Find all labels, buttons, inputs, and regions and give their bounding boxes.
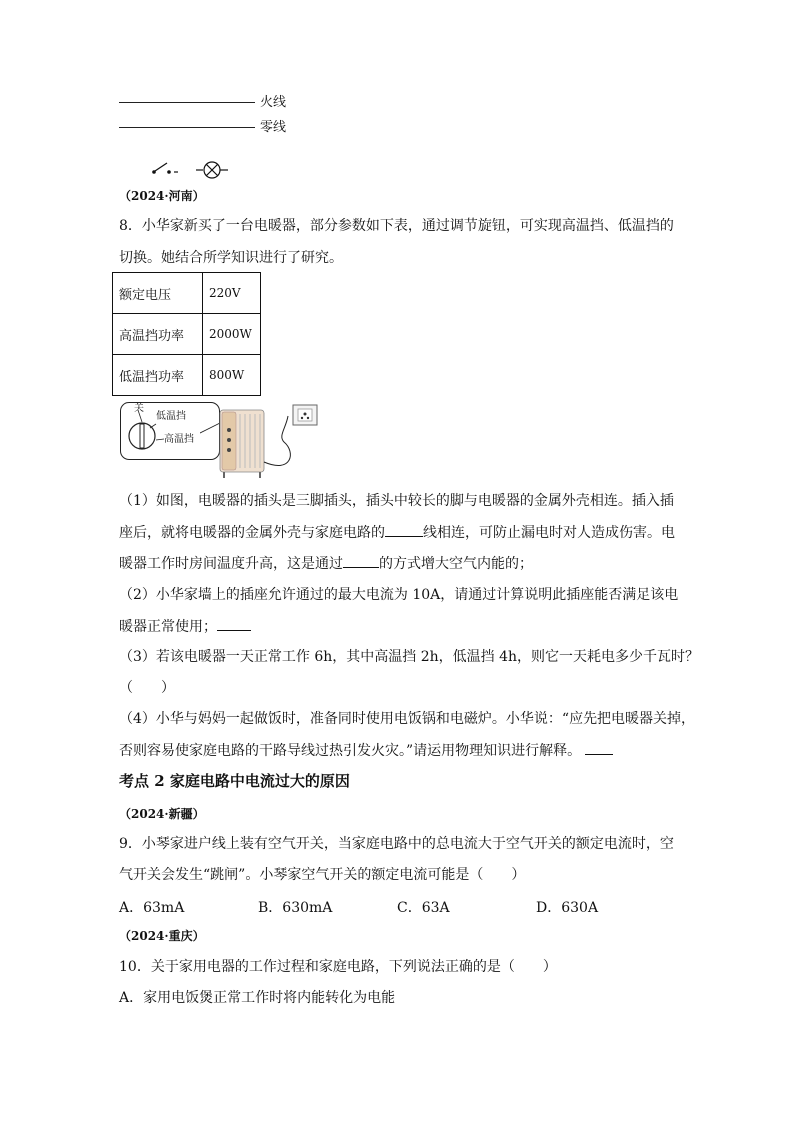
source-tag-henan: （2024·河南） — [119, 189, 205, 203]
live-wire — [119, 102, 255, 103]
q10-line1: 10．关于家用电器的工作过程和家庭电路，下列说法正确的是（ ） — [119, 959, 557, 975]
knob-off-label: 关 — [134, 403, 144, 414]
q8-p1-line3-post: 的方式增大空气内能的； — [379, 556, 533, 572]
q8-line2: 切换。她结合所学知识进行了研究。 — [119, 250, 343, 266]
neutral-wire-label: 零线 — [260, 120, 287, 135]
q10-option-a[interactable]: A．家用电饭煲正常工作时将内能转化为电能 — [119, 990, 396, 1006]
switch-icon — [152, 163, 178, 174]
q9-option-b[interactable]: B．630mA — [258, 900, 333, 916]
answer-blank[interactable] — [343, 553, 379, 568]
table-cell-key: 低温挡功率 — [113, 355, 203, 396]
q8-p2-line2-text: 暖器正常使用； — [119, 619, 217, 635]
heater-image — [200, 402, 300, 480]
source-tag-chongqing: （2024·重庆） — [119, 929, 205, 943]
q8-p4-line2 — [119, 740, 613, 761]
q8-p4-line2-text: 否则容易使家庭电路的干路导线过热引发火灾。”请运用物理知识进行解释。 — [119, 743, 582, 759]
lamp-icon — [196, 162, 228, 178]
source-tag-xinjiang: （2024·新疆） — [119, 807, 205, 821]
table-row — [113, 355, 261, 396]
q8-p1-line2 — [119, 522, 675, 543]
answer-blank[interactable] — [217, 616, 251, 631]
q8-p1-line3 — [119, 553, 533, 574]
q9-line1: 9．小琴家进户线上装有空气开关，当家庭电路中的总电流大于空气开关的额定电流时，空 — [119, 836, 674, 852]
q8-p1-line2-pre: 座后，就将电暖器的金属外壳与家庭电路的 — [119, 525, 385, 541]
q8-line1: 8．小华家新买了一台电暖器，部分参数如下表，通过调节旋钮，可实现高温挡、低温挡的 — [119, 218, 674, 234]
q8-p3-line1: （3）若该电暖器一天正常工作 6h，其中高温挡 2h，低温挡 4h，则它一天耗电多少千瓦时？ — [119, 649, 700, 665]
q8-p1-line1: （1）如图，电暖器的插头是三脚插头，插头中较长的脚与电暖器的金属外壳相连。插入插 — [119, 493, 674, 509]
q8-p1-line2-post: 线相连，可防止漏电时对人造成伤害。电 — [423, 525, 675, 541]
q8-p2-line2 — [119, 616, 251, 637]
section-heading: 考点 2 家庭电路中电流过大的原因 — [119, 772, 350, 790]
answer-blank[interactable] — [585, 740, 613, 755]
knob-high-label: 高温挡 — [164, 434, 194, 445]
table-row — [113, 314, 261, 355]
table-cell-value: 2000W — [203, 314, 261, 355]
q9-line2: 气开关会发生“跳闸”。小琴家空气开关的额定电流可能是（ ） — [119, 867, 526, 883]
answer-blank[interactable] — [385, 522, 423, 537]
live-wire-label: 火线 — [260, 95, 287, 110]
q9-option-d[interactable]: D．630A — [536, 900, 599, 916]
wall-socket-icon — [292, 404, 320, 426]
neutral-wire — [119, 127, 255, 128]
switch-lamp-diagram — [148, 158, 238, 182]
knob-low-label: 低温挡 — [156, 411, 186, 422]
table-cell-value: 800W — [203, 355, 261, 396]
table-cell-key: 高温挡功率 — [113, 314, 203, 355]
spec-table — [112, 272, 261, 396]
table-row — [113, 273, 261, 314]
q8-p3-answer: （ ） — [119, 680, 175, 696]
q8-p4-line1: （4）小华与妈妈一起做饭时，准备同时使用电饭锅和电磁炉。小华说：“应先把电暖器关掉， — [119, 711, 696, 727]
q8-p1-line3-pre: 暖器工作时房间温度升高，这是通过 — [119, 556, 343, 572]
table-cell-key: 额定电压 — [113, 273, 203, 314]
q9-option-a[interactable]: A．63mA — [119, 900, 185, 916]
q9-option-c[interactable]: C．63A — [397, 900, 450, 916]
q8-p2-line1: （2）小华家墙上的插座允许通过的最大电流为 10A，请通过计算说明此插座能否满足该电 — [119, 587, 679, 603]
table-cell-value: 220V — [203, 273, 261, 314]
